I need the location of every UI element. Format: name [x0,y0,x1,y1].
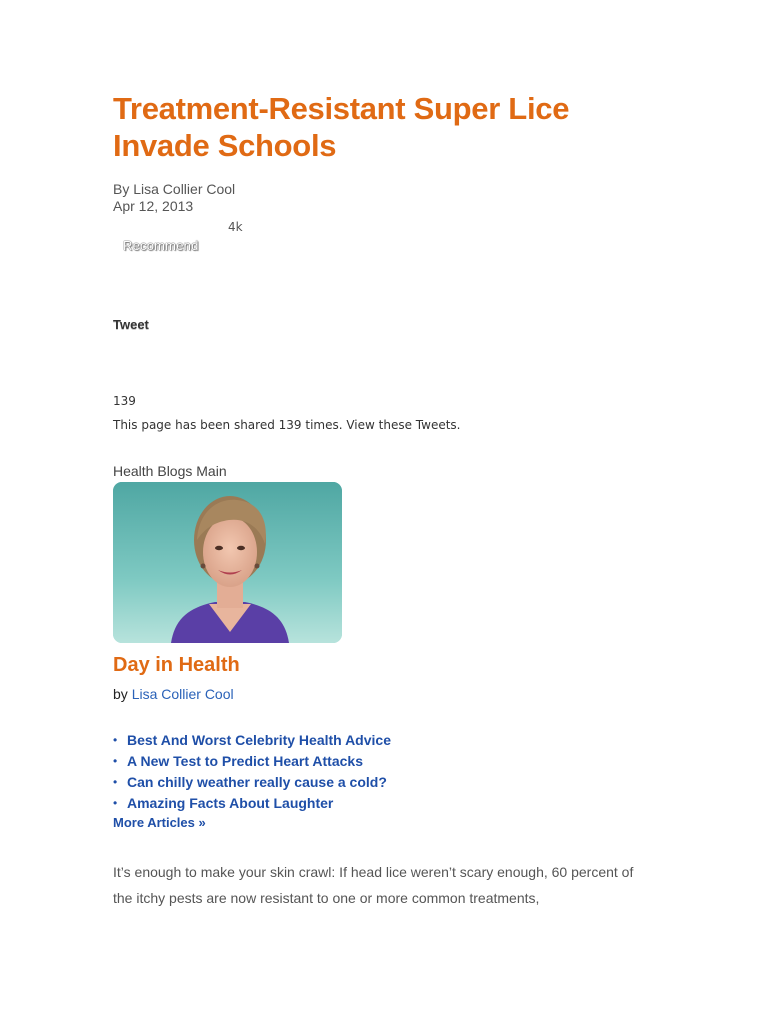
facebook-recommend-button[interactable]: Recommend [123,238,199,253]
author-portrait-image [113,482,342,643]
more-articles-link[interactable]: More Articles » [113,815,206,830]
article-link[interactable]: A New Test to Predict Heart Attacks [127,753,363,769]
list-item [113,793,673,814]
bullet-icon: • [113,733,118,747]
bullet-icon: • [113,775,118,789]
article-body-paragraph: It’s enough to make your skin crawl: If head lice weren’t scary enough, 60 percent of the itchy pests are now resistant to one or more common treatments, [113,864,634,906]
blog-title[interactable]: Day in Health [113,654,240,676]
article-link[interactable]: Best And Worst Celebrity Health Advice [127,732,391,748]
blog-by-prefix: by [113,686,128,702]
article-byline: By Lisa Collier Cool [113,181,236,197]
article-date: Apr 12, 2013 [113,198,194,214]
article-link[interactable]: Amazing Facts About Laughter [127,795,334,811]
facebook-like-count: 4k [228,220,243,234]
list-item [113,751,673,772]
list-item [113,772,673,793]
tweet-share-text[interactable]: This page has been shared 139 times. View these Tweets. [113,418,461,432]
tweet-button[interactable]: Tweet [113,317,149,332]
article-page [113,90,673,911]
article-link[interactable]: Can chilly weather really cause a cold? [127,774,387,790]
tweet-count: 139 [113,394,136,408]
blog-author-link[interactable]: Lisa Collier Cool [131,686,234,702]
article-title: Treatment-Resistant Super Lice Invade Schools [113,91,570,163]
blog-byline [113,686,673,703]
bullet-icon: • [113,754,118,768]
author-photo [113,482,342,643]
bullet-icon: • [113,796,118,810]
health-blogs-main-link[interactable]: Health Blogs Main [113,463,227,479]
related-articles-list [113,730,673,814]
list-item [113,730,673,751]
